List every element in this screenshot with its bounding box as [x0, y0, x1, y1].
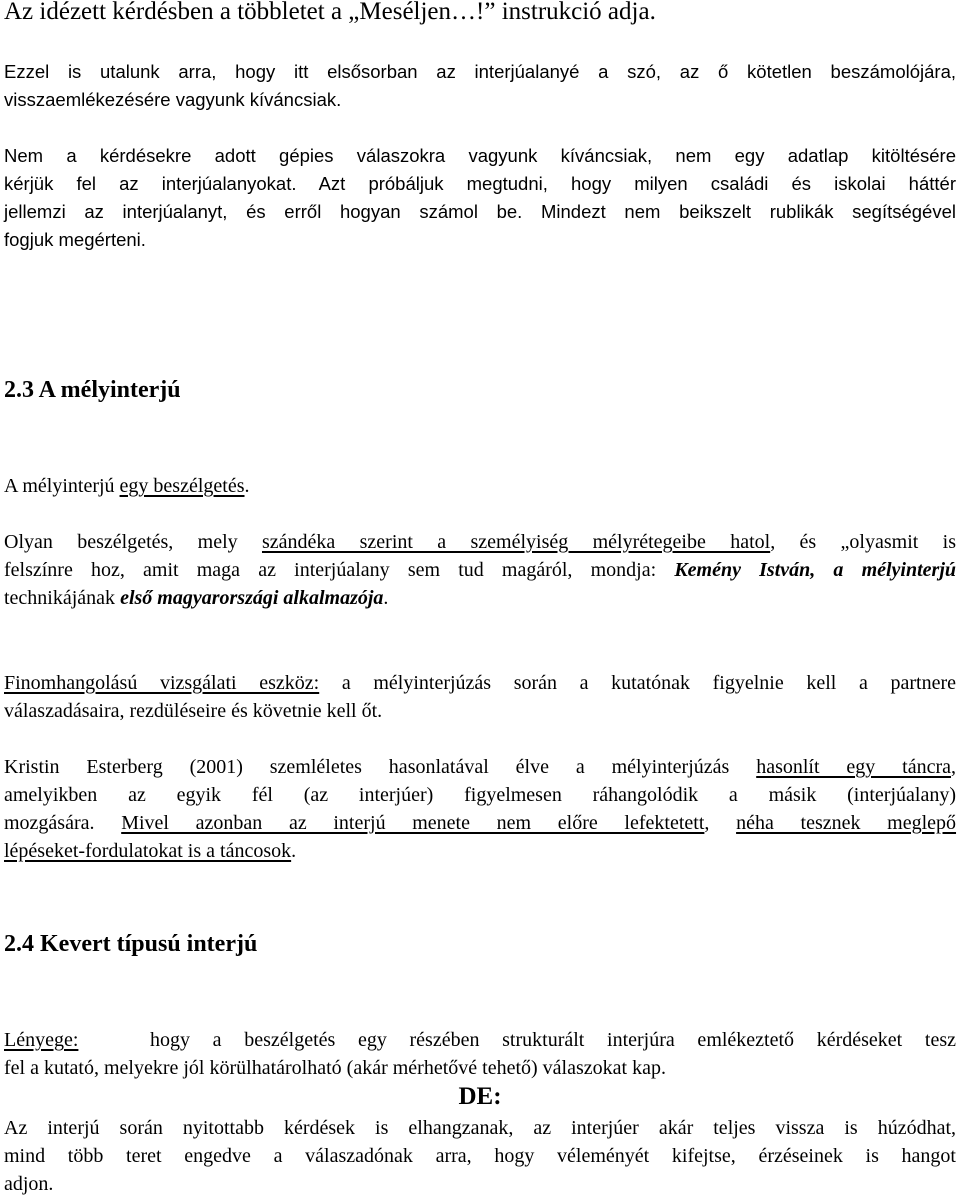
text-run: technikájának	[4, 587, 121, 609]
de-heading: DE:	[458, 1083, 502, 1110]
definition-text: A mélyinterjú	[4, 475, 120, 497]
underlined-text: Finomhangolású vizsgálati eszköz:	[4, 672, 320, 694]
text-run: mozgására.	[4, 812, 122, 834]
text-run: .	[383, 587, 389, 609]
underlined-text: hasonlít egy táncra	[756, 756, 951, 778]
text-run: ,	[951, 756, 956, 778]
paragraph-line: adjon.	[4, 1173, 54, 1195]
text-run: .	[291, 840, 297, 862]
paragraph-line: jellemzi az interjúalanyt, és erről hogyan számol be. Mindezt nem beikszelt rublikák segítségével	[4, 201, 956, 222]
paragraph-line	[4, 809, 956, 837]
paragraph-line	[4, 669, 956, 697]
section-heading: 2.4 Kevert típusú interjú	[4, 931, 258, 957]
paragraph-line: mind több teret engedve a válaszadónak arra, hogy véleményét kifejtse, érzéseinek is hangot	[4, 1145, 956, 1167]
definition-text: .	[244, 475, 250, 497]
paragraph-line: válaszadásaira, rezdüléseire és követnie kell őt.	[4, 700, 383, 722]
text-run: Olyan beszélgetés, mely	[4, 531, 262, 553]
paragraph-line: amelyikben az egyik fél (az interjúer) figyelmesen ráhangolódik a másik (interjúalany)	[4, 784, 956, 806]
paragraph-line: fel a kutató, melyekre jól körülhatárolható (akár mérhetővé tehető) válaszokat kap.	[4, 1057, 666, 1079]
intro-paragraph-line: Ezzel is utalunk arra, hogy itt elsősorban az interjúalanyé a szó, az ő kötetlen beszámolójára,	[4, 61, 956, 82]
paragraph-line	[4, 753, 956, 781]
paragraph-line	[4, 837, 956, 865]
paragraph-line	[4, 1026, 956, 1054]
underlined-text: néha tesznek meglepő	[736, 812, 957, 834]
paragraph-line: Nem a kérdésekre adott gépies válaszokra vagyunk kíváncsiak, nem egy adatlap kitöltésére	[4, 145, 956, 166]
paragraph-line	[4, 584, 956, 612]
section-heading: 2.3 A mélyinterjú	[4, 377, 181, 403]
text-run: ,	[704, 812, 737, 834]
text-run: Kristin Esterberg (2001) szemléletes hasonlatával élve a mélyinterjúzás	[4, 756, 757, 778]
bold-italic-text: első magyarországi alkalmazója	[120, 587, 384, 609]
intro-line: Az idézett kérdésben a többletet a „Meséljen…!” instrukció adja.	[4, 0, 656, 25]
underlined-text: szándéka szerint a személyiség mélyrétegeibe hatol	[261, 531, 771, 553]
paragraph-line: kérjük fel az interjúalanyokat. Azt próbáljuk megtudni, hogy milyen családi és iskolai háttér	[4, 173, 956, 194]
text-run: , és „olyasmit is	[770, 531, 957, 553]
paragraph-line: Az interjú során nyitottabb kérdések is elhangzanak, az interjúer akár teljes vissza is húzódhat,	[4, 1117, 956, 1139]
text-run: hogy a beszélgetés egy részében strukturált interjúra emlékeztető kérdéseket tesz	[150, 1029, 956, 1051]
underlined-text: egy beszélgetés	[119, 475, 245, 497]
bold-italic-text: Kemény István, a mélyinterjú	[674, 559, 957, 581]
underlined-text: lépéseket-fordulatokat is a táncosok	[4, 840, 292, 862]
label-underlined: Lényege:	[4, 1029, 79, 1051]
text-run: a mélyinterjúzás során a kutatónak figyelnie kell a partnere	[319, 672, 956, 694]
text-run: felszínre hoz, amit maga az interjúalany sem tud magáról, mondja:	[4, 559, 675, 581]
underlined-text: Mivel azonban az interjú menete nem előre lefektetett	[121, 812, 705, 834]
paragraph-line: fogjuk megérteni.	[4, 229, 146, 250]
definition-line	[4, 472, 956, 500]
paragraph-line	[4, 528, 956, 556]
paragraph-line	[4, 556, 956, 584]
intro-paragraph-line: visszaemlékezésére vagyunk kíváncsiak.	[4, 89, 342, 110]
